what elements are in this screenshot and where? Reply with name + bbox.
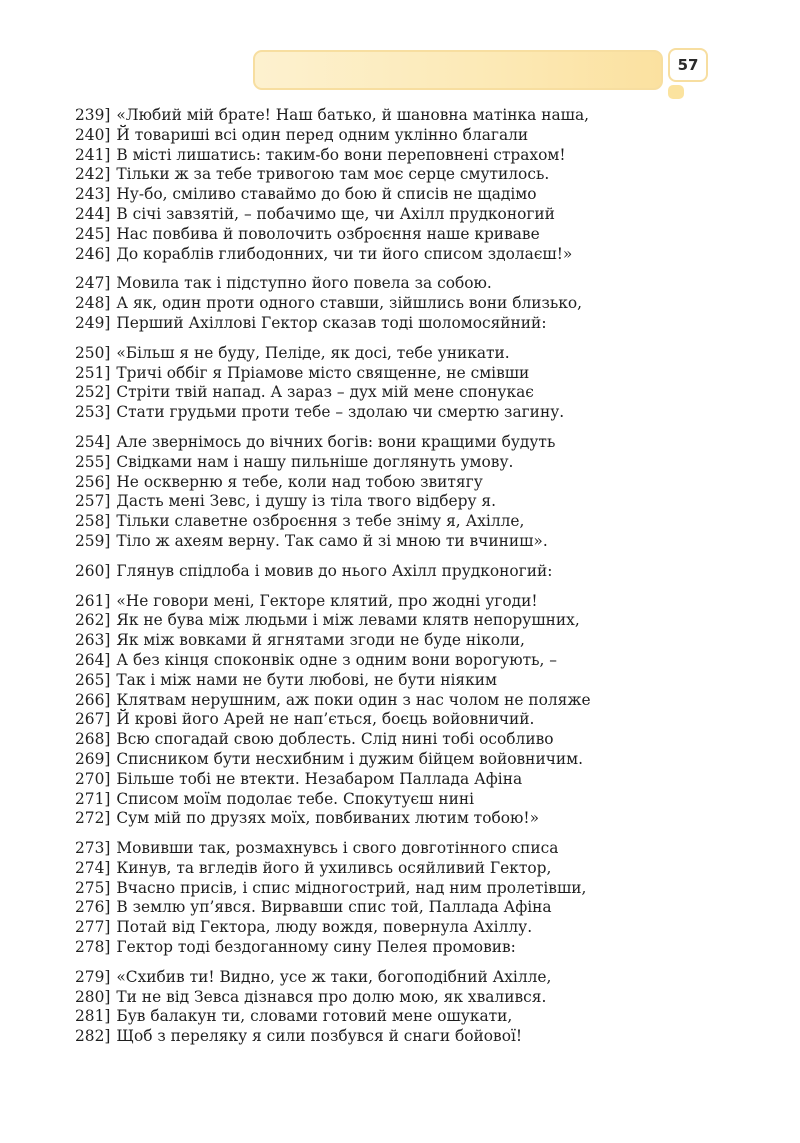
line-number: 266] [75, 690, 111, 709]
line-text: Але звернімось до вічних богів: вони кращими будуть [116, 432, 556, 451]
line-text: Ти не від Зевса дізнався про долю мою, як хвалився. [116, 987, 547, 1006]
verse-line [75, 562, 695, 582]
line-text: До кораблів глибодонних, чи ти його списом здолаєш!» [116, 244, 573, 263]
line-text: Клятвам нерушним, аж поки один з нас чолом не поляже [116, 690, 591, 709]
line-number: 276] [75, 898, 111, 917]
verse-line [75, 730, 695, 750]
line-text: Списником бути несхибним і дужим бійцем войовничим. [116, 749, 583, 768]
line-number: 248] [75, 294, 111, 313]
line-number: 270] [75, 769, 111, 788]
verse-line [75, 245, 695, 265]
page-number: 57 [668, 48, 708, 82]
line-text: Стати грудьми проти тебе – здолаю чи смертю загину. [116, 403, 565, 422]
line-number: 258] [75, 512, 111, 531]
line-text: Гектор тоді бездоганному сину Пелея промовив: [116, 938, 516, 957]
line-text: В землю уп’явся. Вирвавши спис той, Паллада Афіна [116, 898, 552, 917]
stanza [75, 839, 695, 958]
line-text: В місті лишатись: таким-бо вони переповнені страхом! [116, 145, 566, 164]
verse-line [75, 839, 695, 859]
line-number: 278] [75, 938, 111, 957]
line-text: Всю спогадай свою доблесть. Слід нині тобі особливо [116, 730, 554, 749]
line-text: Й товариші всі один перед одним уклінно благали [116, 125, 529, 144]
verse-line [75, 364, 695, 384]
line-text: «Любий мій брате! Наш батько, й шановна матінка наша, [116, 106, 590, 124]
line-number: 273] [75, 839, 111, 858]
verse-line [75, 859, 695, 879]
line-text: Так і між нами не бути любові, не бути ніяким [116, 670, 497, 689]
line-text: Стріти твій напад. А зараз – дух мій мене спонукає [116, 383, 534, 402]
verse-line [75, 146, 695, 166]
line-number: 279] [75, 967, 111, 986]
verse-line [75, 383, 695, 403]
line-text: Тіло ж ахеям верну. Так само й зі мною ти вчиниш». [116, 531, 548, 550]
line-number: 265] [75, 670, 111, 689]
verse-line [75, 205, 695, 225]
stanza [75, 562, 695, 582]
stanza [75, 433, 695, 552]
stanza [75, 106, 695, 264]
verse-line [75, 651, 695, 671]
line-text: Перший Ахіллові Гектор сказав тоді шоломосяйний: [116, 313, 547, 332]
line-text: Тільки славетне озброєння з тебе зніму я, Ахілле, [116, 512, 525, 531]
verse-line [75, 492, 695, 512]
line-text: Й крові його Арей не нап’ється, боєць войовничий. [116, 710, 535, 729]
verse-line [75, 165, 695, 185]
verse-line [75, 968, 695, 988]
line-number: 239] [75, 106, 111, 124]
line-number: 274] [75, 858, 111, 877]
line-text: «Не говори мені, Гекторе клятий, про жодні угоди! [116, 591, 538, 610]
line-number: 271] [75, 789, 111, 808]
verse-line [75, 473, 695, 493]
verse-line [75, 126, 695, 146]
line-number: 268] [75, 730, 111, 749]
line-number: 281] [75, 1007, 111, 1026]
verse-line [75, 532, 695, 552]
stanza [75, 592, 695, 830]
poem-text [75, 106, 695, 1057]
verse-line [75, 453, 695, 473]
line-number: 262] [75, 611, 111, 630]
verse-line [75, 631, 695, 651]
verse-line [75, 512, 695, 532]
line-number: 280] [75, 987, 111, 1006]
line-number: 267] [75, 710, 111, 729]
line-number: 246] [75, 244, 111, 263]
line-text: Тільки ж за тебе тривогою там моє серце смутилось. [116, 165, 550, 184]
verse-line [75, 710, 695, 730]
verse-line [75, 879, 695, 899]
line-number: 244] [75, 204, 111, 223]
verse-line [75, 809, 695, 829]
verse-line [75, 274, 695, 294]
line-text: «Схибив ти! Видно, усе ж таки, богоподібний Ахілле, [116, 967, 552, 986]
line-number: 261] [75, 591, 111, 610]
line-number: 247] [75, 274, 111, 293]
verse-line [75, 1027, 695, 1047]
verse-line [75, 671, 695, 691]
verse-line [75, 294, 695, 314]
line-number: 245] [75, 224, 111, 243]
line-number: 254] [75, 432, 111, 451]
line-text: Вчасно присів, і спис мідногострий, над ним пролетівши, [116, 878, 587, 897]
line-text: Щоб з переляку я сили позбувся й снаги бойової! [116, 1027, 523, 1046]
line-text: В січі завзятій, – побачимо ще, чи Ахілл прудконогий [116, 204, 555, 223]
verse-line [75, 918, 695, 938]
line-number: 240] [75, 125, 111, 144]
verse-line [75, 106, 695, 126]
line-text: А без кінця споконвік одне з одним вони ворогують, – [116, 650, 557, 669]
page-number-accent [668, 85, 684, 99]
line-text: Тричі оббіг я Пріамове місто священне, не смівши [116, 363, 530, 382]
verse-line [75, 344, 695, 364]
line-text: Глянув спідлоба і мовив до нього Ахілл прудконогий: [116, 561, 553, 580]
line-text: Ну-бо, сміливо ставаймо до бою й списів не щадімо [116, 185, 537, 204]
line-number: 256] [75, 472, 111, 491]
verse-line [75, 938, 695, 958]
line-number: 242] [75, 165, 111, 184]
verse-line [75, 898, 695, 918]
verse-line [75, 691, 695, 711]
verse-line [75, 433, 695, 453]
header-banner [253, 50, 663, 90]
verse-line [75, 403, 695, 423]
line-text: Списом моїм подолає тебе. Спокутуєш нині [116, 789, 475, 808]
line-number: 275] [75, 878, 111, 897]
line-text: Як не бува між людьми і між левами клятв непорушних, [116, 611, 580, 630]
verse-line [75, 790, 695, 810]
line-number: 252] [75, 383, 111, 402]
line-text: Потай від Гектора, люду вождя, повернула Ахіллу. [116, 918, 533, 937]
line-text: Кинув, та вгледів його й ухиливсь осяйливий Гектор, [116, 858, 552, 877]
line-number: 243] [75, 185, 111, 204]
line-text: Дасть мені Зевс, і душу із тіла твого відберу я. [116, 492, 497, 511]
line-text: Нас повбива й поволочить озброєння наше криваве [116, 224, 540, 243]
verse-line [75, 225, 695, 245]
stanza [75, 344, 695, 423]
line-number: 264] [75, 650, 111, 669]
verse-line [75, 988, 695, 1008]
line-number: 241] [75, 145, 111, 164]
line-text: А як, один проти одного ставши, зійшлись вони близько, [116, 294, 583, 313]
line-number: 269] [75, 749, 111, 768]
verse-line [75, 592, 695, 612]
line-text: Був балакун ти, словами готовий мене ошукати, [116, 1007, 513, 1026]
line-text: Як між вовками й ягнятами згоди не буде ніколи, [116, 631, 525, 650]
line-number: 272] [75, 809, 111, 828]
line-text: Свідками нам і нашу пильніше доглянуть умову. [116, 452, 514, 471]
verse-line [75, 314, 695, 334]
line-text: Більше тобі не втекти. Незабаром Паллада Афіна [116, 769, 523, 788]
line-number: 251] [75, 363, 111, 382]
verse-line [75, 1007, 695, 1027]
verse-line [75, 770, 695, 790]
line-number: 255] [75, 452, 111, 471]
line-number: 277] [75, 918, 111, 937]
line-text: Не оскверню я тебе, коли над тобою звитягу [116, 472, 483, 491]
line-text: Сум мій по друзях моїх, повбиваних лютим тобою!» [116, 809, 539, 828]
line-number: 253] [75, 403, 111, 422]
verse-line [75, 185, 695, 205]
verse-line [75, 611, 695, 631]
line-text: Мовила так і підступно його повела за собою. [116, 274, 492, 293]
line-number: 260] [75, 561, 111, 580]
line-number: 257] [75, 492, 111, 511]
line-number: 263] [75, 631, 111, 650]
line-text: Мовивши так, розмахнувсь і свого довготінного списа [116, 839, 559, 858]
stanza [75, 968, 695, 1047]
line-number: 250] [75, 343, 111, 362]
line-number: 249] [75, 313, 111, 332]
verse-line [75, 750, 695, 770]
stanza [75, 274, 695, 333]
line-number: 259] [75, 531, 111, 550]
line-text: «Більш я не буду, Пеліде, як досі, тебе уникати. [116, 343, 510, 362]
line-number: 282] [75, 1027, 111, 1046]
